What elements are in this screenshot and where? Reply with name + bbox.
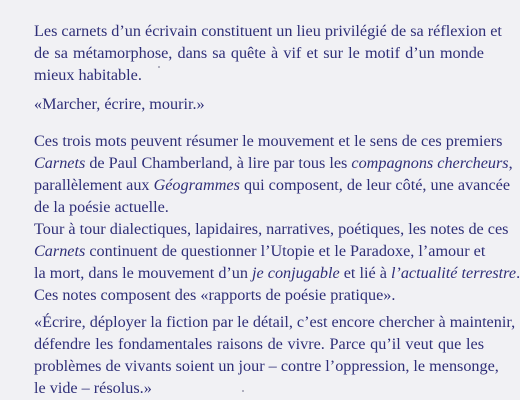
text-line — [34, 218, 509, 240]
paper-speck — [242, 390, 244, 392]
text-segment: , — [508, 154, 513, 172]
text-line: défendre les fondamentales raisons de vivre. Parce qu’il veut que les — [34, 335, 484, 353]
text-line — [34, 174, 511, 196]
text-line — [34, 196, 484, 218]
text-segment: de la poésie actuelle. — [34, 198, 169, 216]
text-line — [34, 240, 484, 262]
text-line: de sa métamorphose, dans sa quête à vif et sur le motif d’un monde — [34, 44, 484, 62]
text-line: «Marcher, écrire, mourir.» — [34, 95, 205, 113]
paper-speck — [158, 66, 160, 68]
italic-phrase: compagnons chercheurs — [351, 154, 509, 172]
text-segment: qui composent, de leur côté, une avancée — [239, 176, 511, 194]
italic-phrase: l’actualité terrestre — [390, 264, 517, 282]
italic-phrase: je conjugable — [252, 264, 340, 282]
text-line — [34, 152, 513, 174]
intro-paragraph — [34, 20, 502, 86]
text-line — [34, 130, 503, 152]
text-segment: et lié à — [339, 264, 391, 282]
text-segment: Ces trois mots peuvent résumer le mouvement et le sens de ces premiers — [34, 132, 503, 150]
text-line — [34, 284, 484, 306]
text-segment: de Paul Chamberland, à lire par tous les — [85, 154, 352, 172]
text-segment: continuent de questionner l’Utopie et le Paradoxe, l’amour et — [85, 242, 486, 260]
text-line: mieux habitable. — [34, 66, 142, 84]
text-segment: Ces notes composent des «rapports de poésie pratique». — [34, 286, 396, 304]
quote-title — [34, 93, 484, 115]
book-title-geogrammes: Géogrammes — [153, 176, 240, 194]
text-line: «Écrire, déployer la fiction par le détail, c’est encore chercher à maintenir, — [34, 313, 516, 331]
text-line: Les carnets d’un écrivain constituent un lieu privilégié de sa réflexion et — [34, 22, 502, 40]
closing-quote-paragraph — [34, 311, 516, 399]
text-segment: Tour à tour dialectiques, lapidaires, narratives, poétiques, les notes de ces — [34, 220, 509, 238]
text-segment: . — [516, 264, 520, 282]
description-paragraph — [34, 130, 513, 218]
notes-paragraph — [34, 218, 520, 306]
text-segment: parallèlement aux — [34, 176, 154, 194]
text-line — [34, 262, 520, 284]
book-title-carnets: Carnets — [34, 154, 86, 172]
text-line: problèmes de vivants soient un jour – contre l’oppression, le mensonge, — [34, 357, 499, 375]
text-line: le vide – résolus.» — [34, 379, 152, 397]
book-title-carnets: Carnets — [34, 242, 86, 260]
text-segment: la mort, dans le mouvement d’un — [34, 264, 253, 282]
